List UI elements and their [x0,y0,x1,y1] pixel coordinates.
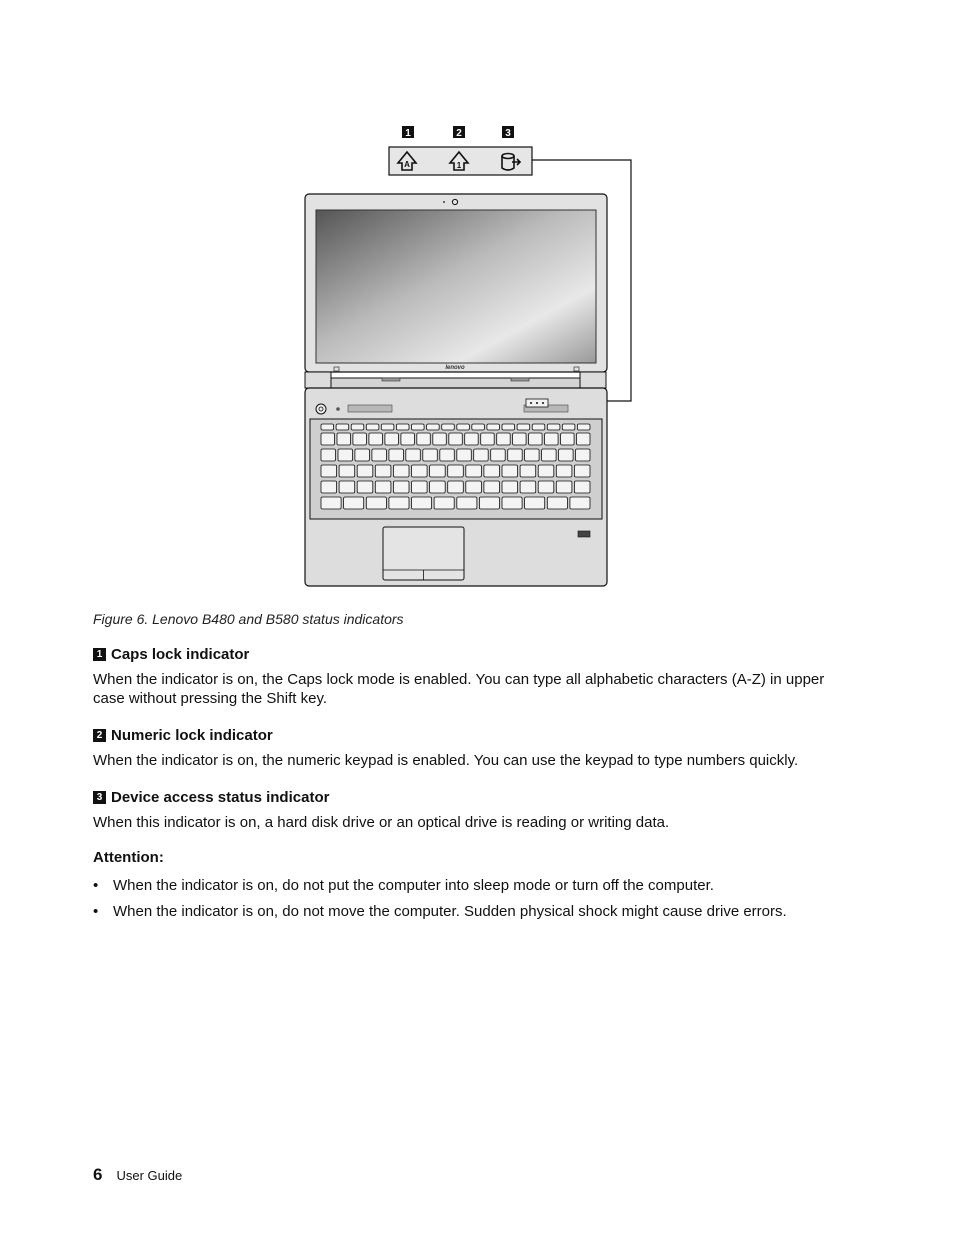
keyboard-key [430,481,446,493]
keyboard-key [556,465,572,477]
keyboard-key [525,497,545,509]
footer-label: User Guide [116,1168,183,1183]
keyboard-key [344,497,364,509]
keyboard-key [393,481,409,493]
keyboard-key [517,424,530,430]
keyboard-key [375,465,391,477]
section-number-badge: 3 [93,791,106,804]
keyboard-key [353,433,367,445]
section-title: Numeric lock indicator [111,727,273,744]
keyboard-key [574,465,590,477]
page-number: 6 [93,1165,103,1184]
keyboard-key [525,449,540,461]
callout-3 [502,126,514,139]
keyboard-key [406,449,421,461]
section-title: Caps lock indicator [111,646,250,663]
svg-text:3: 3 [505,128,511,139]
keyboard-key [321,449,336,461]
section-body: When the indicator is on, the numeric keypad is enabled. You can use the keypad to type numbers quickly. [93,752,799,769]
keyboard-key [472,424,485,430]
keyboard-key [385,433,399,445]
keyboard-key [484,465,500,477]
keyboard-key [355,449,370,461]
keyboard-key [442,424,455,430]
keyboard-key [562,424,575,430]
keyboard-key [502,481,518,493]
keyboard-key [396,424,409,430]
brand-logo: lenovo [445,365,465,371]
right-hinge [580,372,606,388]
keyboard-key [556,481,572,493]
svg-text:1: 1 [456,161,462,170]
keyboard-key [538,465,554,477]
keyboard-key [465,433,479,445]
attention-label: Attention: [93,849,164,866]
keyboard-key [339,481,355,493]
keyboard-key [570,497,590,509]
keyboard-key [381,424,394,430]
keyboard-key [351,424,364,430]
keyboard-key [427,424,440,430]
left-hinge [305,372,331,388]
keyboard-key [559,449,574,461]
keyboard-key [372,449,387,461]
svg-text:A: A [404,160,410,169]
section-body: When this indicator is on, a hard disk drive or an optical drive is reading or writing data. [93,814,670,831]
keyboard-key [474,449,489,461]
section-caps-lock [93,646,853,708]
keyboard-key [497,433,511,445]
laptop-lid [305,194,607,372]
keyboard-key [366,497,386,509]
keyboard-key [547,497,567,509]
svg-text:2: 2 [456,128,462,139]
section-heading [93,646,853,663]
keyboard-key [448,481,464,493]
keyboard-key [412,497,432,509]
keyboard-key [513,433,527,445]
keyboard-key [457,449,472,461]
keyboard-key [321,481,337,493]
figure-caption: Figure 6. Lenovo B480 and B580 status indicators [93,611,404,627]
section-body: When the indicator is on, the Caps lock mode is enabled. You can type all alphabetic characters (A-Z) in upper case without pressing the Shift key. [93,671,825,707]
keyboard-key [339,465,355,477]
keyboard-key [502,465,518,477]
list-item: • When the indicator is on, do not move the computer. Sudden physical shock might cause drive errors. [93,903,787,920]
keyboard-key [508,449,523,461]
keyboard-key [412,424,425,430]
callout-2 [453,126,465,139]
keyboard-key [423,449,438,461]
callout-1 [402,126,414,139]
keyboard-key [576,449,591,461]
laptop-figure [300,120,640,590]
keyboard-key [434,497,454,509]
keyboard-key [449,433,463,445]
keyboard-key [321,497,341,509]
keyboard-key [321,465,337,477]
hinge-bar [331,378,580,388]
section-heading [93,727,853,744]
keyboard-key [457,424,470,430]
keyboard-key [502,497,522,509]
keyboard-key [389,449,404,461]
keyboard-key [440,449,455,461]
keyboard-key [542,449,557,461]
keyboard-key [532,424,545,430]
page-footer [93,1165,182,1185]
keyboard-key [375,481,391,493]
keyboard-key [369,433,383,445]
keyboard-key [502,424,515,430]
section-number-badge: 2 [93,729,106,742]
keyboard-key [430,465,446,477]
keyboard-key [389,497,409,509]
keyboard-key [457,497,477,509]
keyboard-key [433,433,447,445]
keyboard-key [547,424,560,430]
keyboard-key [337,433,351,445]
keyboard-key [538,481,554,493]
keyboard-key [561,433,575,445]
keyboard-key [481,433,495,445]
keyboard-key [336,424,349,430]
keyboard-key [393,465,409,477]
keyboard-key [574,481,590,493]
section-numeric-lock [93,727,853,770]
keyboard-key [321,424,334,430]
keyboard-key [321,433,335,445]
keyboard-key [366,424,379,430]
keyboard-key [417,433,431,445]
keyboard-key [491,449,506,461]
section-number-badge: 1 [93,648,106,661]
keyboard-key [357,465,373,477]
keyboard-key [412,481,428,493]
keyboard-key [487,424,500,430]
keyboard-key [466,465,482,477]
section-heading [93,789,853,806]
attention-list [93,876,873,928]
keyboard-key [448,465,464,477]
keyboard-key [412,465,428,477]
keyboard-key [357,481,373,493]
keyboard-key [529,433,543,445]
laptop-base [305,388,607,586]
keyboard-key [484,481,500,493]
keyboard-key [466,481,482,493]
section-title: Device access status indicator [111,789,330,806]
svg-text:1: 1 [405,128,411,139]
list-item: • When the indicator is on, do not put the computer into sleep mode or turn off the computer. [93,877,714,894]
keyboard-key [479,497,499,509]
keyboard-key [577,424,590,430]
keyboard-key [401,433,415,445]
keyboard-key [520,465,536,477]
keyboard-key [520,481,536,493]
keyboard-key [577,433,591,445]
keyboard-key [338,449,353,461]
keyboard-key [545,433,559,445]
section-device-access [93,789,853,832]
